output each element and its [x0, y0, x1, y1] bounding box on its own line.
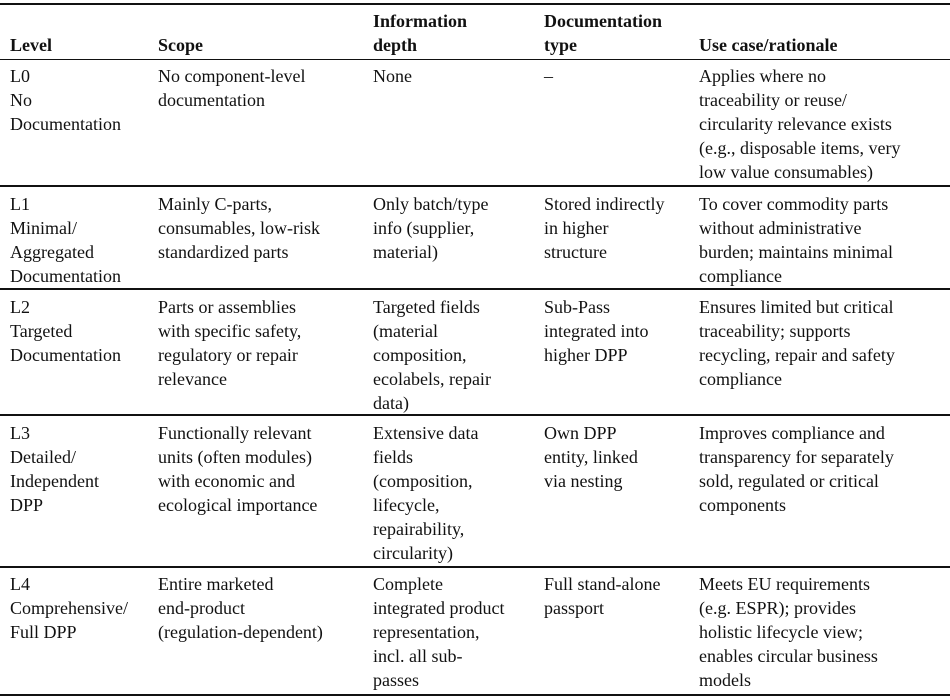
cell-documentation-type: Own DPP entity, linked via nesting	[544, 423, 638, 491]
header-scope: Scope	[158, 35, 203, 55]
table-top-rule	[0, 3, 950, 5]
cell-level: L4 Comprehensive/ Full DPP	[10, 574, 128, 642]
row-separator	[0, 414, 950, 416]
cell-use-case: Meets EU requirements (e.g. ESPR); provides holistic lifecycle view; enables circular business models	[699, 574, 878, 690]
cell-documentation-type: Full stand-alone passport	[544, 574, 661, 618]
cell-level: L3 Detailed/ Independent DPP	[10, 423, 99, 515]
header-documentation-type: Documentation type	[544, 11, 662, 55]
cell-use-case: Ensures limited but critical traceability; supports recycling, repair and safety compliance	[699, 297, 895, 389]
cell-information-depth: Only batch/type info (supplier, material)	[373, 194, 489, 262]
cell-level: L2 Targeted Documentation	[10, 297, 121, 365]
cell-documentation-type: Sub-Pass integrated into higher DPP	[544, 297, 649, 365]
cell-documentation-type: –	[544, 66, 553, 86]
row-separator	[0, 566, 950, 568]
cell-scope: Functionally relevant units (often modules) with economic and ecological importance	[158, 423, 318, 515]
cell-information-depth: None	[373, 66, 412, 86]
cell-scope: Mainly C-parts, consumables, low-risk standardized parts	[158, 194, 320, 262]
cell-level: L0 No Documentation	[10, 66, 121, 134]
cell-scope: No component-level documentation	[158, 66, 306, 110]
cell-use-case: Applies where no traceability or reuse/ circularity relevance exists (e.g., disposable items, very low value consumables)	[699, 66, 901, 182]
header-use-case: Use case/rationale	[699, 35, 838, 55]
cell-information-depth: Extensive data fields (composition, lifecycle, repairability, circularity)	[373, 423, 479, 563]
cell-scope: Parts or assemblies with specific safety, regulatory or repair relevance	[158, 297, 302, 389]
header-information-depth: Information depth	[373, 11, 467, 55]
cell-documentation-type: Stored indirectly in higher structure	[544, 194, 665, 262]
row-separator	[0, 185, 950, 187]
row-separator	[0, 288, 950, 290]
header-rule	[0, 59, 950, 60]
cell-use-case: To cover commodity parts without administrative burden; maintains minimal compliance	[699, 194, 893, 286]
cell-use-case: Improves compliance and transparency for separately sold, regulated or critical components	[699, 423, 894, 515]
table-bottom-rule	[0, 694, 950, 696]
cell-information-depth: Complete integrated product representation, incl. all sub- passes	[373, 574, 505, 690]
cell-scope: Entire marketed end-product (regulation-dependent)	[158, 574, 323, 642]
cell-information-depth: Targeted fields (material composition, ecolabels, repair data)	[373, 297, 491, 413]
header-level: Level	[10, 35, 52, 55]
cell-level: L1 Minimal/ Aggregated Documentation	[10, 194, 121, 286]
